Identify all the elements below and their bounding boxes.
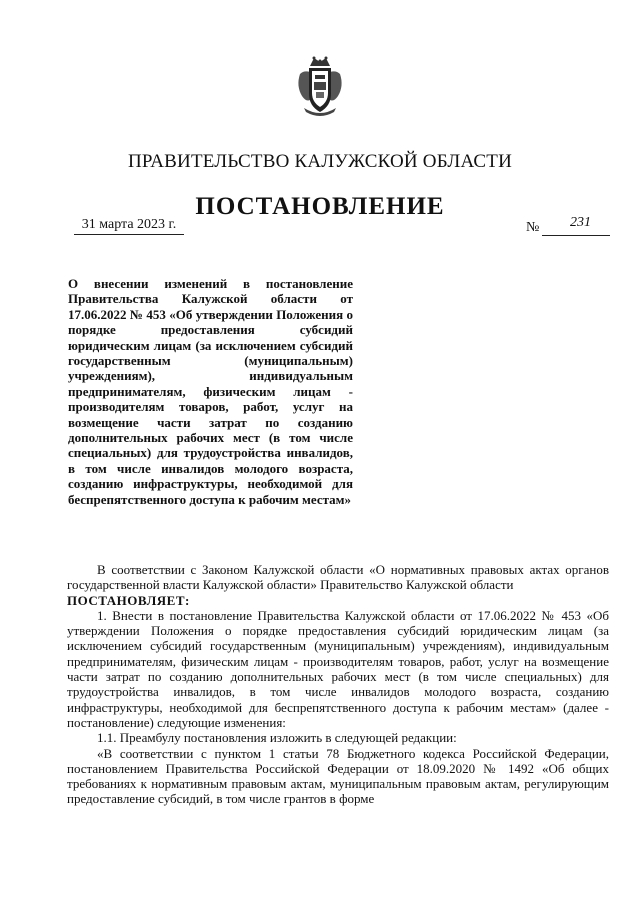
- number-underline: [542, 235, 610, 236]
- document-number: 231: [570, 215, 591, 230]
- coat-of-arms-icon: [296, 56, 344, 118]
- quoted-paragraph: «В соответствии с пунктом 1 статьи 78 Бюджетного кодекса Российской Федерации, постановлением Правительства Российской Федерации от 18.09.2020 № 1492 «Об общих требованиях к нормативным правовым актам, муниципальным правовым актам, регулирующим предоставление субсидий, в том числе грантов в форме: [67, 745, 609, 807]
- preamble-paragraph: В соответствии с Законом Калужской области «О нормативных правовых актах органов государственной власти Калужской области» Правительство Калужской области: [67, 562, 609, 593]
- document-body: [67, 562, 609, 807]
- organization-name: ПРАВИТЕЛЬСТВО КАЛУЖСКОЙ ОБЛАСТИ: [127, 151, 513, 172]
- document-type: ПОСТАНОВЛЕНИЕ: [195, 193, 445, 220]
- resolves-keyword: ПОСТАНОВЛЯЕТ:: [67, 592, 190, 608]
- item-1-1-paragraph: 1.1. Преамбулу постановления изложить в следующей редакции:: [97, 730, 457, 746]
- number-sign: №: [526, 220, 540, 235]
- document-date: 31 марта 2023 г.: [74, 217, 184, 235]
- document-title: О внесении изменений в постановление Правительства Калужской области от 17.06.2022 № 453 «Об утверждении Положения о порядке предоставления субсидий юридическим лицам (за исключением субсидий государственным (муниципальным) учреждениям), индивидуальным предпринимателям, физическим лицам - производителям товаров, работ, услуг на возмещение части затрат по созданию дополнительных рабочих мест (в том числе специальных) для трудоустройства инвалидов, в том числе инвалидов молодого возраста, созданию инфраструктуры, необходимой для беспрепятственного доступа к рабочим местам»: [68, 276, 353, 507]
- item-1-paragraph: 1. Внести в постановление Правительства Калужской области от 17.06.2022 № 453 «Об утверждении Положения о порядке предоставления субсидий юридическим лицам (за исключением субсидий государственным (муниципальным) учреждениям), индивидуальным предпринимателям, физическим лицам - производителям товаров, работ, услуг на возмещение части затрат по созданию дополнительных рабочих мест (в том числе специальных) для трудоустройства инвалидов, в том числе инвалидов молодого возраста, созданию инфраструктуры, необходимой для беспрепятственного доступа к рабочим местам» (далее - постановление) следующие изменения:: [67, 607, 609, 730]
